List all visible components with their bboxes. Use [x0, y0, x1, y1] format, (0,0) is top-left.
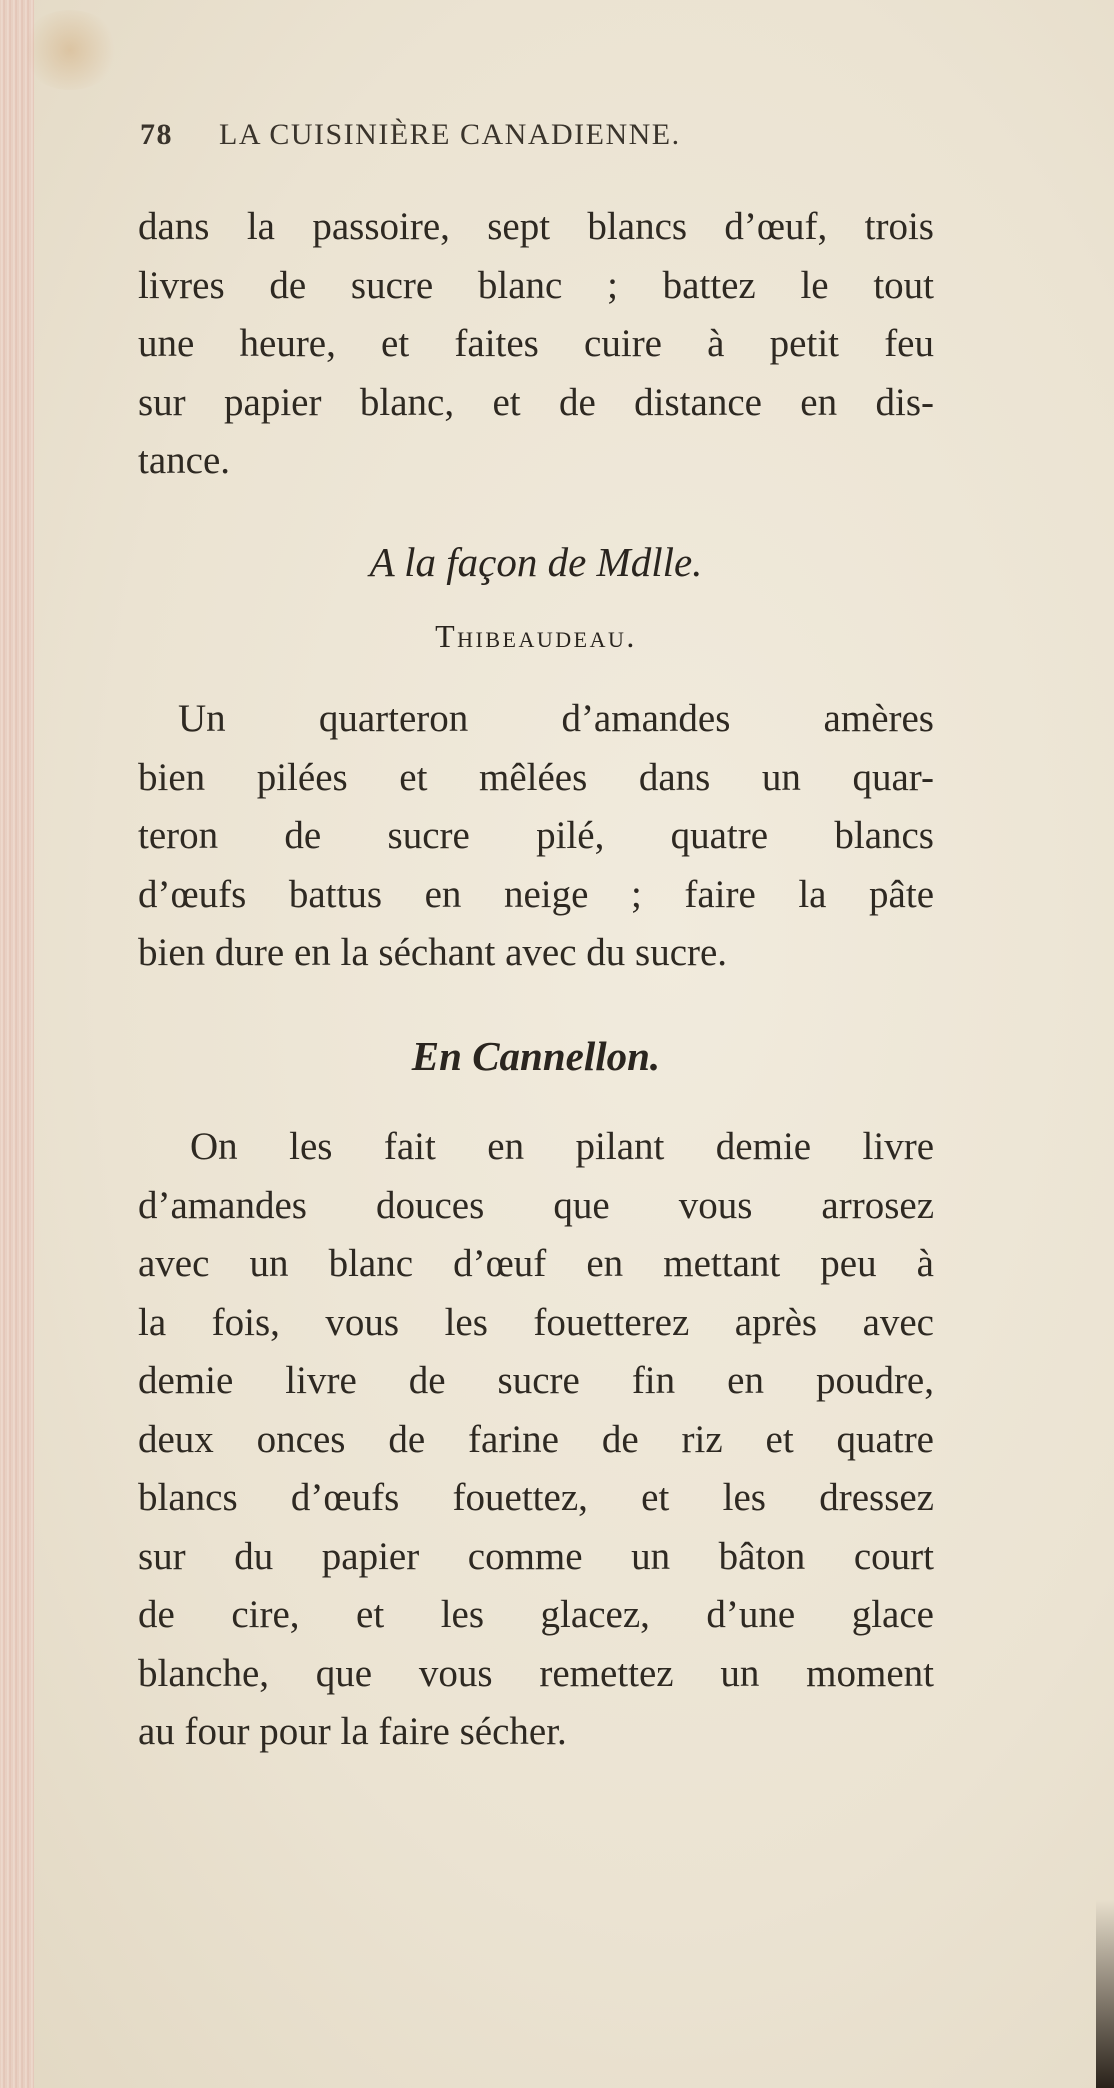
text-line: bien pilées et mêlées dans un quar-	[138, 755, 934, 799]
recipe-paragraph-cannellon	[138, 1118, 934, 1762]
text-line: deux onces de farine de riz et quatre	[138, 1417, 934, 1461]
text-line: livres de sucre blanc ; battez le tout	[138, 263, 934, 307]
text-line: au four pour la faire sécher.	[138, 1710, 567, 1753]
text-line: d’œufs battus en neige ; faire la pâte	[138, 872, 934, 916]
text-line: dans la passoire, sept blancs d’œuf, trois	[138, 205, 934, 248]
text-line: la fois, vous les fouetterez après avec	[138, 1300, 934, 1344]
section-heading-thibeaudeau: A la façon de Mdlle.	[369, 539, 703, 585]
text-line: sur du papier comme un bâton court	[138, 1534, 934, 1578]
text-line: une heure, et faites cuire à petit feu	[138, 322, 934, 365]
page-edge-left	[0, 0, 34, 2088]
text-line: blanche, que vous remettez un moment	[138, 1651, 934, 1695]
text-line: sur papier blanc, et de distance en dis-	[138, 380, 934, 424]
text-line: Un quarteron d’amandes amères	[178, 697, 934, 740]
text-line: de cire, et les glacez, d’une glace	[138, 1593, 934, 1636]
text-line: blancs d’œufs fouettez, et les dressez	[138, 1476, 934, 1519]
text-line: bien dure en la séchant avec du sucre.	[138, 931, 728, 974]
text-line: tance.	[138, 439, 231, 482]
text-line: teron de sucre pilé, quatre blancs	[138, 814, 934, 857]
text-line: d’amandes douces que vous arrosez	[138, 1183, 934, 1227]
running-title: LA CUISINIÈRE CANADIENNE.	[219, 118, 681, 151]
section-heading-name: Thibeaudeau.	[435, 618, 637, 654]
text-line: On les fait en pilant demie livre	[190, 1125, 934, 1168]
recipe-paragraph-thibeaudeau	[138, 690, 934, 983]
text-line: demie livre de sucre fin en poudre,	[138, 1359, 934, 1402]
page-number: 78	[140, 118, 173, 151]
page-edge-shadow	[1096, 1900, 1114, 2088]
section-heading-cannellon: En Cannellon.	[411, 1033, 661, 1079]
text-line: avec un blanc d’œuf en mettant peu à	[138, 1242, 934, 1285]
running-header	[140, 118, 840, 152]
paper-stain	[20, 10, 120, 90]
paragraph-continued	[138, 198, 934, 491]
